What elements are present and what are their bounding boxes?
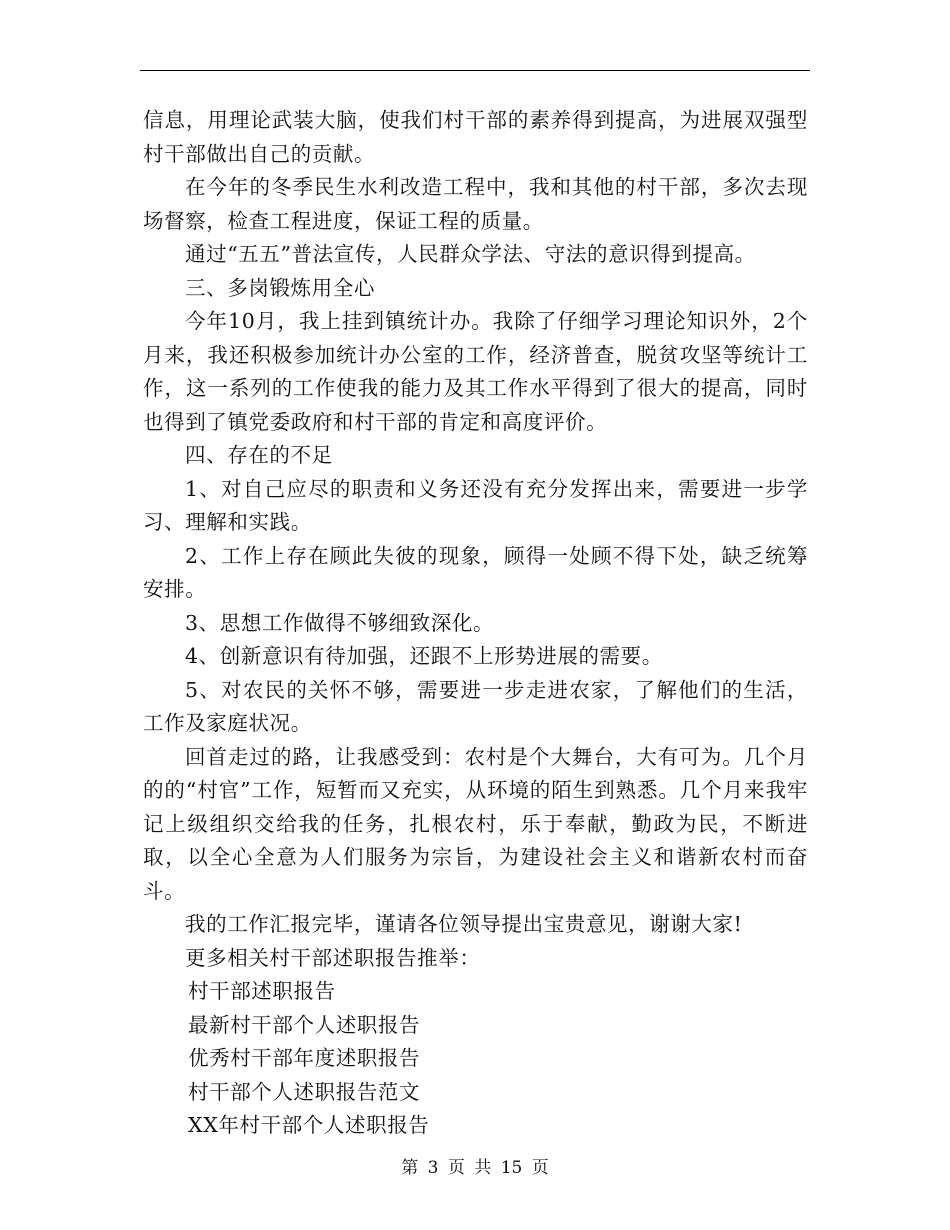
paragraph-legal-education: 通过“五五”普法宣传，人民群众学法、守法的意识得到提高。 — [185, 242, 756, 266]
header-rule — [140, 70, 810, 71]
related-link[interactable]: 最新村干部个人述职报告 — [188, 1012, 421, 1037]
shortcoming-item-2: 2、工作上存在顾此失彼的现象，顾得一处顾不得下处，缺乏统筹安排。 — [143, 543, 808, 601]
paragraph-continuation: 信息，用理论武装大脑，使我们村干部的素养得到提高，为进展双强型村干部做出自己的贡献。 — [143, 108, 808, 166]
related-link[interactable]: 村干部述职报告 — [188, 979, 336, 1003]
shortcoming-item-5: 5、对农民的关怀不够，需要进一步走进农家，了解他们的生活，工作及家庭状况。 — [143, 677, 808, 735]
paragraph-closing: 我的工作汇报完毕，谨请各位领导提出宝贵意见，谢谢大家! — [185, 912, 743, 936]
related-link[interactable]: 村干部个人述职报告范文 — [188, 1079, 421, 1104]
shortcoming-item-4: 4、创新意识有待加强，还跟不上形势进展的需要。 — [185, 644, 663, 668]
section-heading-3: 三、多岗锻炼用全心 — [185, 275, 375, 300]
document-body — [143, 104, 808, 1143]
section-heading-4: 四、存在的不足 — [185, 443, 333, 467]
paragraph-water-project: 在今年的冬季民生水利改造工程中，我和其他的村干部，多次去现场督察，检查工程进度，保证工程的质量。 — [143, 175, 808, 233]
shortcoming-item-1: 1、对自己应尽的职责和义务还没有充分发挥出来，需要进一步学习、理解和实践。 — [143, 476, 808, 534]
related-link[interactable]: XX年村干部个人述职报告 — [188, 1113, 430, 1137]
related-links-heading: 更多相关村干部述职报告推举： — [185, 945, 481, 970]
page-number-footer: 第 3 页 共 15 页 — [401, 1158, 549, 1178]
related-link[interactable]: 优秀村干部年度述职报告 — [188, 1046, 421, 1070]
shortcoming-item-3: 3、思想工作做得不够细致深化。 — [185, 610, 495, 635]
paragraph-reflection: 回首走过的路，让我感受到：农村是个大舞台，大有可为。几个月的的“村官”工作，短暂而又充实，从环境的陌生到熟悉。几个月来我牢记上级组织交给我的任务，扎根农村，乐于奉献，勤政为民，不断进取，以全心全意为人们服务为宗旨，为建设社会主义和谐新农村而奋斗。 — [143, 744, 808, 903]
paragraph-statistics-office: 今年10月，我上挂到镇统计办。我除了仔细学习理论知识外，2个月来，我还积极参加统计办公室的工作，经济普查，脱贫攻坚等统计工作，这一系列的工作使我的能力及其工作水平得到了很大的提高，同时也得到了镇党委政府和村干部的肯定和高度评价。 — [143, 309, 808, 434]
